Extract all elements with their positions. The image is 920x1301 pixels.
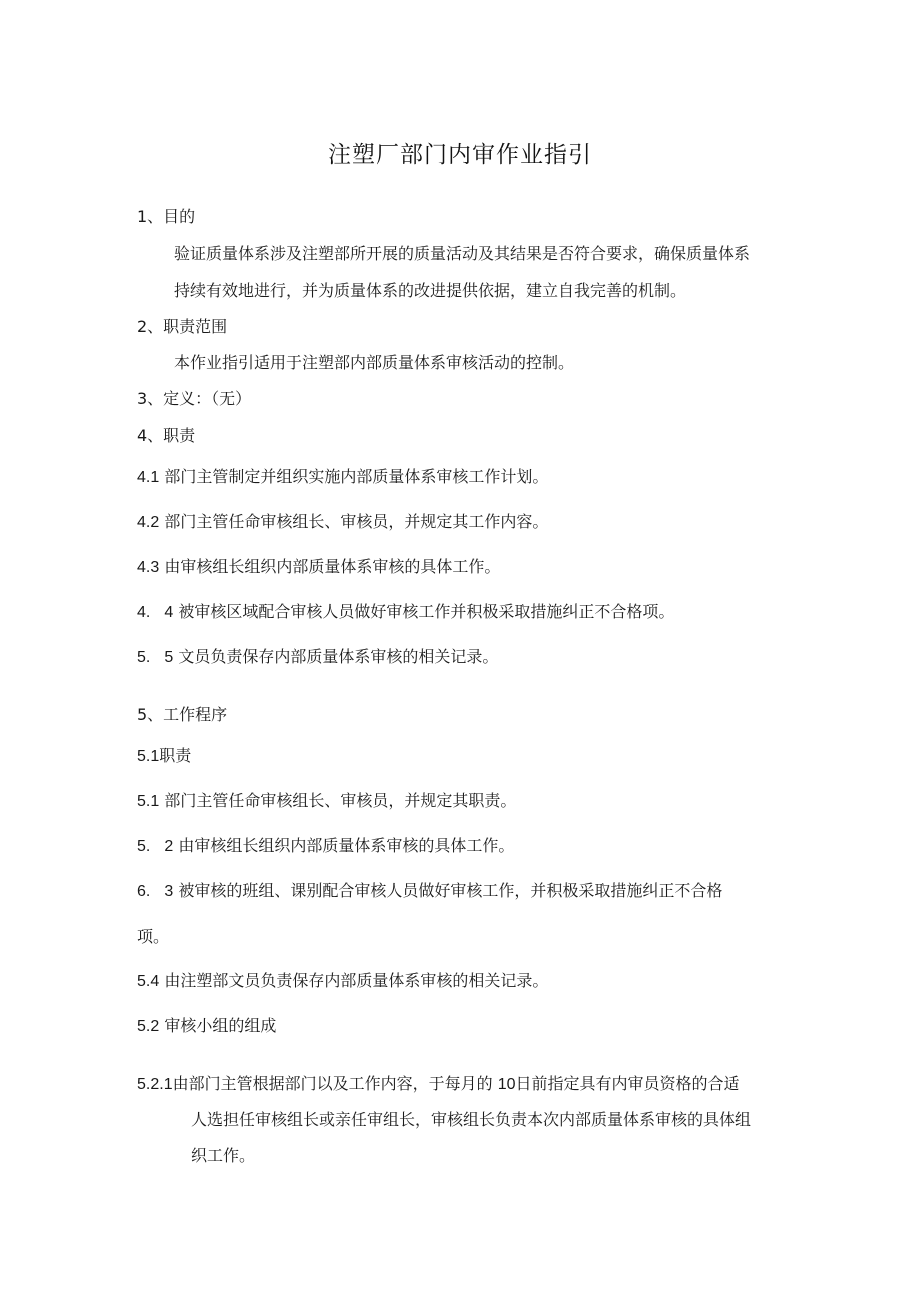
item-4-5-number-a: 5. xyxy=(137,649,151,666)
item-5-1-c xyxy=(137,880,722,903)
section-3-heading: 3、定义：（无） xyxy=(137,389,252,408)
item-5-1-b-number-a: 5. xyxy=(137,838,151,855)
item-4-4 xyxy=(137,601,674,624)
item-5-1-c-text: 被审核的班组、课别配合审核人员做好审核工作，并积极采取措施纠正不合格 xyxy=(178,881,723,900)
item-4-2-text: 部门主管任命审核组长、审核员，并规定其工作内容。 xyxy=(164,512,549,531)
item-5-1-b-text: 由审核组长组织内部质量体系审核的具体工作。 xyxy=(178,836,515,855)
section-1-paragraph-line-2: 持续有效地进行，并为质量体系的改进提供依据，建立自我完善的机制。 xyxy=(174,281,687,300)
item-5-1-label: 职责 xyxy=(159,746,192,765)
item-5-2-1-text-a: 由部门主管根据部门以及工作内容，于每月的 xyxy=(172,1074,493,1093)
section-2-paragraph: 本作业指引适用于注塑部内部质量体系审核活动的控制。 xyxy=(174,353,575,372)
item-5-2-label: 审核小组的组成 xyxy=(164,1016,277,1035)
item-4-4-text: 被审核区域配合审核人员做好审核工作并积极采取措施纠正不合格项。 xyxy=(178,602,675,621)
item-5-2-1-line-2: 人选担任审核组长或亲任审组长，审核组长负责本次内部质量体系审核的具体组 xyxy=(191,1110,752,1129)
item-5-2-1-line-3: 织工作。 xyxy=(191,1146,256,1165)
item-4-5-text: 文员负责保存内部质量体系审核的相关记录。 xyxy=(178,647,499,666)
item-5-1-a-number: 5.1 xyxy=(137,793,160,810)
item-5-1-d xyxy=(137,970,548,993)
item-4-5-number-b: 5 xyxy=(164,649,174,666)
item-5-2-1-number: 5.2.1 xyxy=(137,1076,173,1093)
item-5-1-number: 5.1 xyxy=(137,748,160,765)
item-5-1-b xyxy=(137,835,514,858)
item-5-1-c-continuation: 项。 xyxy=(137,927,170,946)
item-4-1-text: 部门主管制定并组织实施内部质量体系审核工作计划。 xyxy=(164,467,549,486)
item-4-3 xyxy=(137,556,500,579)
item-5-2-1-line-1 xyxy=(137,1073,740,1096)
item-4-2 xyxy=(137,511,548,534)
section-1-paragraph-line-1: 验证质量体系涉及注塑部所开展的质量活动及其结果是否符合要求，确保质量体系 xyxy=(174,244,751,263)
item-5-1-d-number: 5.4 xyxy=(137,973,160,990)
item-4-2-number: 4.2 xyxy=(137,514,160,531)
item-4-4-number-b: 4 xyxy=(164,604,174,621)
item-5-1-c-number-b: 3 xyxy=(164,883,174,900)
item-4-4-number-a: 4. xyxy=(137,604,151,621)
section-2-heading: 2、职责范围 xyxy=(137,317,228,336)
item-4-3-number: 4.3 xyxy=(137,559,160,576)
section-4-heading: 4、职责 xyxy=(137,426,196,445)
item-5-1-a xyxy=(137,790,516,813)
page-title: 注塑厂部门内审作业指引 xyxy=(328,142,592,168)
item-5-1-d-text: 由注塑部文员负责保存内部质量体系审核的相关记录。 xyxy=(164,971,549,990)
item-5-2-number: 5.2 xyxy=(137,1018,160,1035)
item-4-1-number: 4.1 xyxy=(137,469,160,486)
item-5-1-b-number-b: 2 xyxy=(164,838,174,855)
item-5-2-1-text-b: 日前指定具有内审员资格的合适 xyxy=(515,1074,740,1093)
item-4-3-text: 由审核组长组织内部质量体系审核的具体工作。 xyxy=(164,557,501,576)
section-1-heading: 1、目的 xyxy=(137,207,196,226)
item-5-2-title xyxy=(137,1015,276,1038)
item-4-5 xyxy=(137,646,498,669)
section-5-heading: 5、工作程序 xyxy=(137,705,228,724)
item-5-1-title xyxy=(137,745,191,768)
item-5-1-c-number-a: 6. xyxy=(137,883,151,900)
item-4-1 xyxy=(137,466,548,489)
item-5-1-a-text: 部门主管任命审核组长、审核员，并规定其职责。 xyxy=(164,791,517,810)
item-5-2-1-day: 10 xyxy=(497,1076,516,1093)
